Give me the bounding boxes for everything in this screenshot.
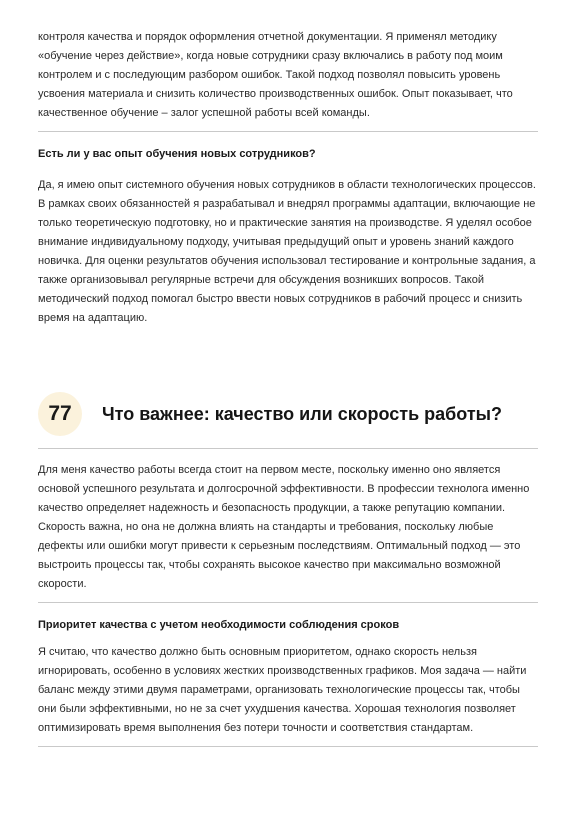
bottom-divider <box>38 746 538 747</box>
sub-answer-paragraph-2: Я считаю, что качество должно быть основным приоритетом, однако скорость нельзя игнорировать, особенно в условиях жестких производственных графиков. Моя задача — найти баланс между этими двумя параметрами, организовать технологические процессы так, чтобы они были эффективными, но не за счет ухудшения качества. Хорошая технология позволяет оптимизировать время выполнения без потери точности и соответствия стандартам. <box>38 646 527 734</box>
question-number-badge: 77 <box>38 392 82 436</box>
sub-answer-paragraph: Да, я имею опыт системного обучения новых сотрудников в области технологических процессов. В рамках своих обязанностей я разрабатывал и внедрял программы адаптации, включающие не только теоретическую подготовку, но и практические занятия на производстве. Я уделял особое внимание индивидуальному подходу, учитывая предыдущий опыт и уровень знаний каждого новичка. Для оценки результатов обучения использовал тестирование и контрольные задания, а также организовывал регулярные встречи для обсуждения возникших вопросов. Такой методический подход помогал быстро ввести новых сотрудников в рабочий процесс и снизить время на адаптацию. <box>38 179 536 324</box>
document-page <box>38 0 538 747</box>
sub-question-heading-2: Приоритет качества с учетом необходимости соблюдения сроков <box>38 619 400 631</box>
intro-paragraph: контроля качества и порядок оформления отчетной документации. Я применял методику «обучение через действие», когда новые сотрудники сразу включались в работу под моим контролем и с последующим разбором ошибок. Такой подход позволял повысить уровень усвоения материала и снизить количество производственных ошибок. Опыт показывает, что качественное обучение – залог успешной работы всей команды. <box>38 31 513 119</box>
question-title: Что важнее: качество или скорость работы? <box>102 403 502 424</box>
question-header <box>38 386 538 442</box>
question-divider <box>38 448 538 449</box>
section-divider <box>38 131 538 132</box>
answer-paragraph: Для меня качество работы всегда стоит на первом месте, поскольку именно оно является основой успешного результата и долгосрочной эффективности. В профессии технолога именно качество определяет надежность и безопасность продукции, а также репутацию компании. Скорость важна, но она не должна влиять на стандарты и требования, поскольку любые дефекты или ошибки могут привести к серьезным последствиям. Оптимальный подход — это выстроить процессы так, чтобы сохранять высокое качество при максимально возможной скорости. <box>38 464 530 590</box>
answer-divider <box>38 602 538 603</box>
sub-question-heading: Есть ли у вас опыт обучения новых сотрудников? <box>38 148 316 160</box>
